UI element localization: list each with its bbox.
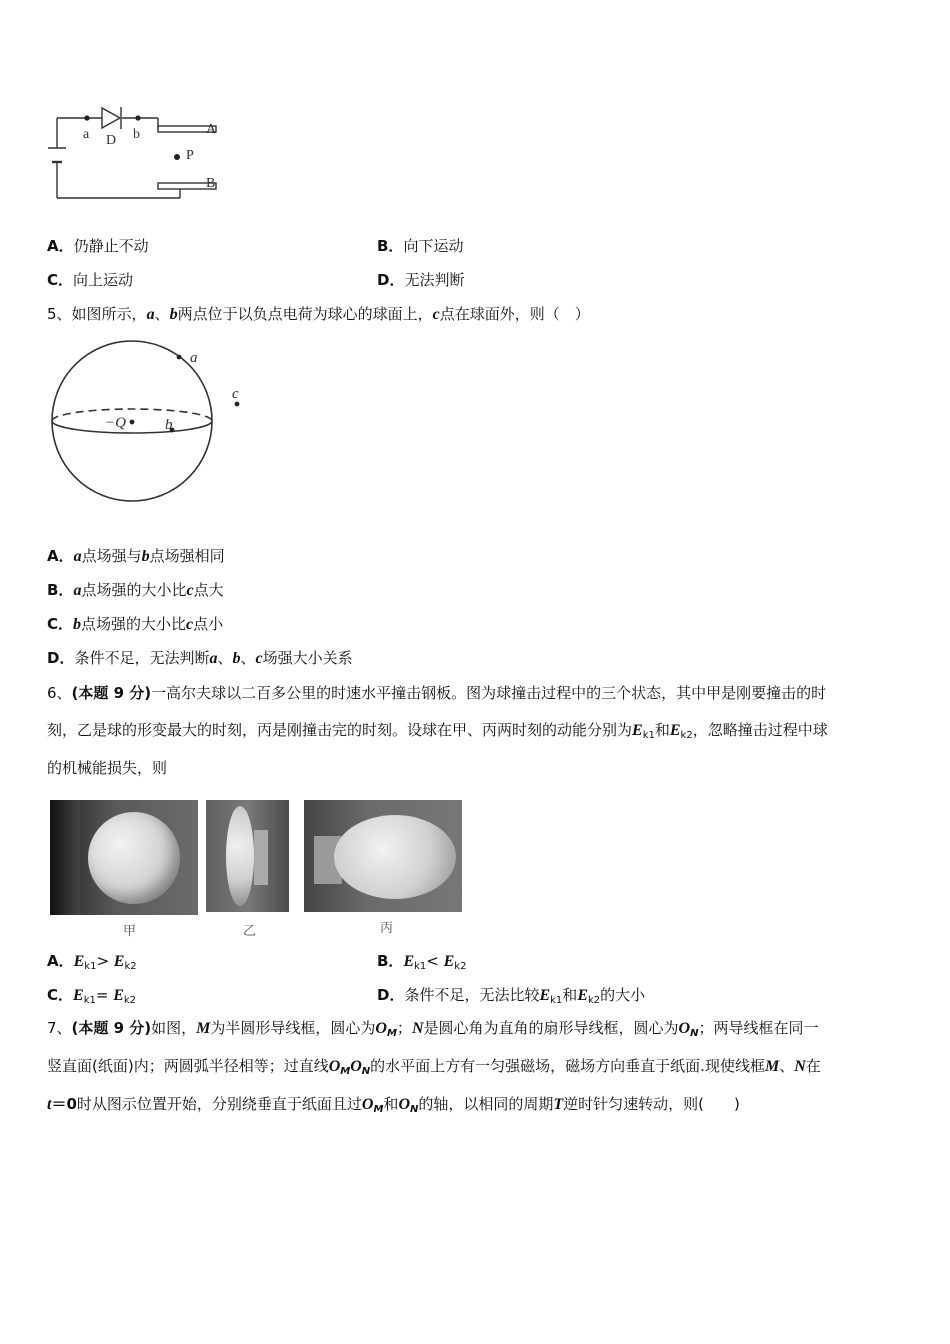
q5-stem: 5、如图所示，a、b两点位于以负点电荷为球心的球面上，c点在球面外，则（ ） xyxy=(47,305,590,323)
label-a: a xyxy=(83,127,90,142)
q6-option-c[interactable]: C．$E_{k1}= E_{k2}$ xyxy=(47,986,137,1006)
q6-stem-line3: 的机械能损失，则 xyxy=(47,759,168,777)
q6-stem-line1: 6、(本题 9 分)一高尔夫球以二百多公里的时速水平撞击钢板。图为球撞击过程中的三个状态，其中甲是刚要撞击的时 xyxy=(47,684,827,702)
node-b-dot xyxy=(135,115,140,120)
q7-stem-line3: t＝0时从图示位置开始，分别绕垂直于纸面且过$O_M$和$O_N$的轴，以相同的周期T逆时针匀速转动，则( ) xyxy=(47,1095,740,1115)
node-a-dot xyxy=(84,115,89,120)
q6-option-b[interactable]: B．$E_{k1}< E_{k2}$ xyxy=(377,952,467,972)
photo-bing xyxy=(304,800,462,912)
q5-option-a[interactable]: A．a点场强与b点场强相同 xyxy=(47,547,225,565)
label-diode: D xyxy=(106,133,117,148)
q4-option-d[interactable]: D．无法判断 xyxy=(377,271,465,289)
q6-option-a[interactable]: A．$E_{k1}> E_{k2}$ xyxy=(47,952,137,972)
q4-option-c[interactable]: C．向上运动 xyxy=(47,271,134,289)
q6-option-d[interactable]: D．条件不足，无法比较$E_{k1}$和$E_{k2}$的大小 xyxy=(377,986,646,1006)
q5-option-d[interactable]: D．条件不足，无法判断a、b、c场强大小关系 xyxy=(47,649,353,667)
photo-yi xyxy=(206,800,289,912)
sphere-diagram xyxy=(48,338,248,506)
caption-jia: 甲 xyxy=(123,924,137,939)
q7-stem-line1: 7、(本题 9 分)如图，M为半圆形导线框，圆心为$O_M$；N是圆心角为直角的扇形导线框，圆心为$O_N$；两导线框在同一 xyxy=(47,1019,819,1039)
charge-center-dot xyxy=(130,420,135,425)
label-b: b xyxy=(165,417,173,433)
point-a-dot xyxy=(177,355,182,360)
q6-stem-line2: 刻，乙是球的形变最大的时刻，丙是刚撞击完的时刻。设球在甲、丙两时刻的动能分别为$E_{k1}$和$E_{k2}$，忽略撞击过程中球 xyxy=(47,721,828,741)
circuit-diagram xyxy=(40,96,240,208)
label-c: c xyxy=(232,386,239,402)
photo-jia xyxy=(50,800,198,915)
caption-yi: 乙 xyxy=(243,924,257,939)
label-charge: −Q xyxy=(105,415,126,431)
label-plate-a: A xyxy=(206,122,217,137)
caption-bing: 丙 xyxy=(380,921,394,936)
label-a: a xyxy=(190,350,198,366)
q5-option-b[interactable]: B．a点场强的大小比c点大 xyxy=(47,581,224,599)
point-p-dot xyxy=(174,154,180,160)
label-b: b xyxy=(133,127,140,142)
label-plate-b: B xyxy=(206,176,216,191)
q4-option-b[interactable]: B．向下运动 xyxy=(377,237,464,255)
q5-option-c[interactable]: C．b点场强的大小比c点小 xyxy=(47,615,224,633)
point-c-dot xyxy=(235,402,240,407)
q4-option-a[interactable]: A．仍静止不动 xyxy=(47,237,149,255)
label-p: P xyxy=(186,148,194,163)
q7-stem-line2: 竖直面(纸面)内；两圆弧半径相等；过直线$O_MO_N$的水平面上方有一匀强磁场，磁场方向垂直于纸面.现使线框M、N在 xyxy=(47,1057,821,1077)
